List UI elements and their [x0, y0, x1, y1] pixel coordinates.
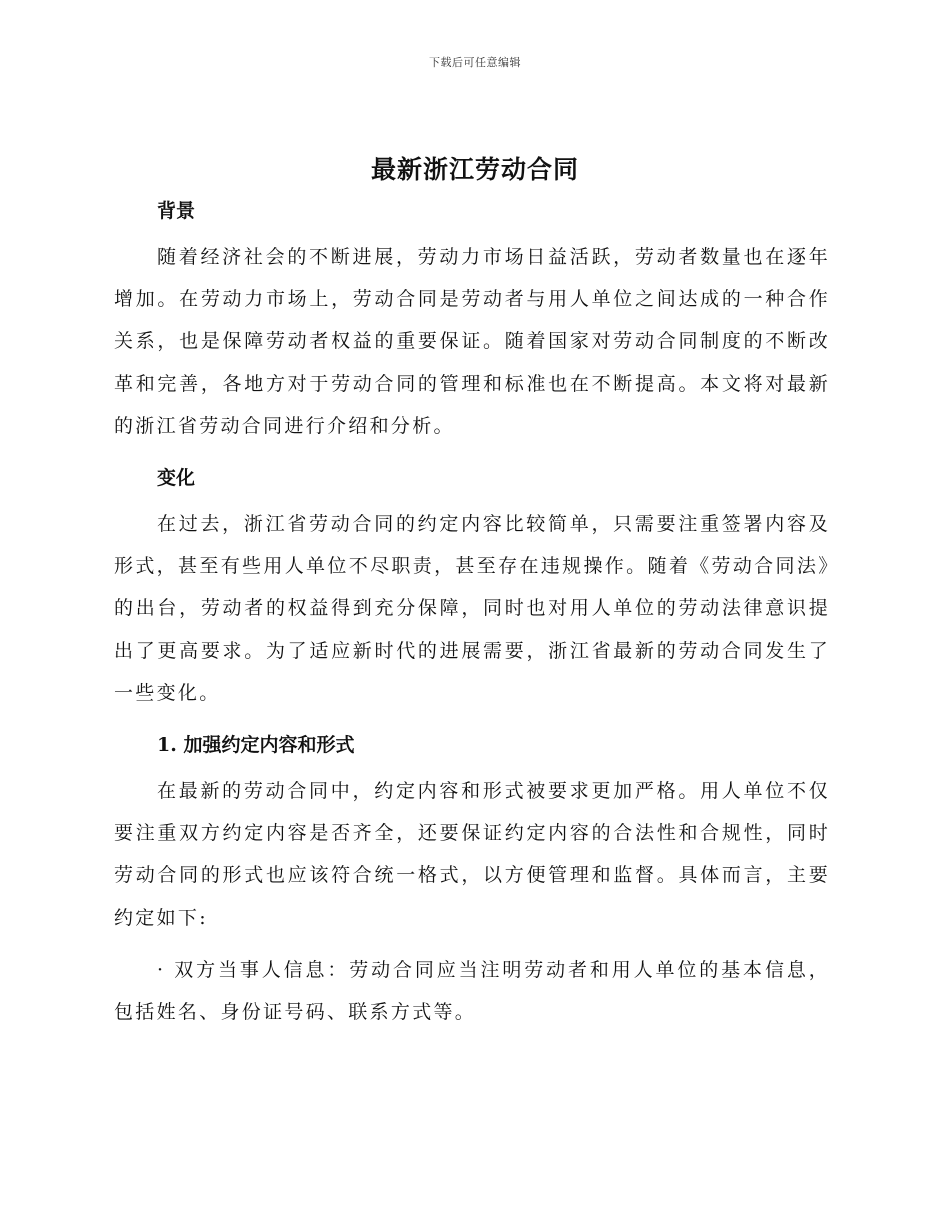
section-heading-changes: 变化: [157, 467, 196, 490]
document-body: [114, 190, 830, 1033]
section-heading-background: 背景: [157, 200, 196, 222]
header-note: 下载后可任意编辑: [429, 56, 521, 69]
paragraph-strengthen: 在最新的劳动合同中，约定内容和形式被要求更加严格。用人单位不仅要注重双方约定内容是否齐全，还要保证约定内容的合法性和合规性，同时劳动合同的形式也应该符合统一格式，以方便管理和监督。具体而言，主要约定如下:: [114, 780, 830, 929]
document-title: 最新浙江劳动合同: [370, 155, 579, 184]
paragraph-changes: 在过去，浙江省劳动合同的约定内容比较简单，只需要注重签署内容及形式，甚至有些用人单位不尽职责，甚至存在违规操作。随着《劳动合同法》的出台，劳动者的权益得到充分保障，同时也对用人单位的劳动法律意识提出了更高要求。为了适应新时代的进展需要，浙江省最新的劳动合同发生了一些变化。: [114, 513, 830, 704]
paragraph-background: 随着经济社会的不断进展，劳动力市场日益活跃，劳动者数量也在逐年增加。在劳动力市场上，劳动合同是劳动者与用人单位之间达成的一种合作关系，也是保障劳动者权益的重要保证。随着国家对劳动合同制度的不断改革和完善，各地方对于劳动合同的管理和标准也在不断提高。本文将对最新的浙江省劳动合同进行介绍和分析。: [114, 246, 830, 437]
section-heading-strengthen: 1. 加强约定内容和形式: [157, 734, 355, 757]
bullet-party-info: · 双方当事人信息：劳动合同应当注明劳动者和用人单位的基本信息，包括姓名、身份证号码、联系方式等。: [114, 958, 830, 1024]
